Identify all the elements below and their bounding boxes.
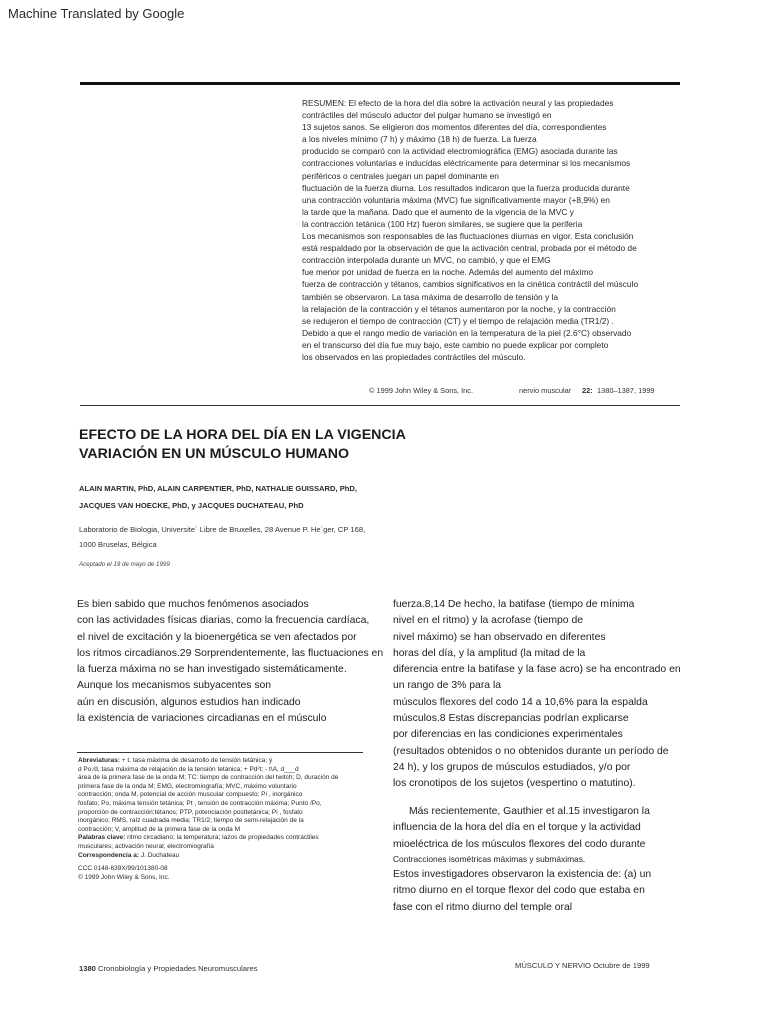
- text-line: músculos.8 Estas discrepancias podrían explicarse: [393, 713, 629, 725]
- text-line: músculos flexores del codo 14 a 10,6% para la espalda: [393, 696, 648, 708]
- author-line: JACQUES VAN HOECKE, PhD, y JACQUES DUCHATEAU, PhD: [79, 501, 304, 510]
- abstract-line: 13 sujetos sanos. Se eligieron dos momentos diferentes del día, correspondientes: [302, 122, 607, 133]
- page-footer-left: [79, 964, 258, 973]
- abstract-line: Debido a que el rango medio de variación en la temperatura de la piel (2.6°C) observado: [302, 327, 632, 338]
- abstract-line: fluctuación de la fuerza diurna. Los resultados indicaron que la fuerza producida durante: [302, 182, 630, 193]
- abstract-line: contracción interpolada durante un MVC, no cambió, y que el EMG: [302, 255, 551, 266]
- footnote-copyright: © 1999 John Wiley & Sons, Inc.: [78, 873, 170, 881]
- abbreviations-line: inorgánico; RMS, raíz cuadrada media; TR1/2, tiempo de semi-relajación de la: [78, 817, 304, 825]
- abstract-pages: 1380–1387, 1999: [597, 386, 655, 395]
- body-column-left: [77, 597, 384, 727]
- abstract-line: contracciones voluntarias e inducidas eléctricamente para determinar si los mecanismos: [302, 158, 631, 169]
- title-line: EFECTO DE LA HORA DEL DÍA EN LA VIGENCIA: [79, 427, 406, 443]
- abstract-volume: 22:: [582, 386, 593, 395]
- ccc-code: CCC 0148-639X/99/101380-08: [78, 865, 168, 873]
- text-line: fase con el ritmo diurno del temple oral: [393, 901, 573, 913]
- abbreviations-line: contracción; onda M, potencial de acción muscular compuesto; Pi , inorgánico: [78, 791, 303, 799]
- correspondence-line: [78, 852, 368, 861]
- text-line: ritmo diurno en el torque flexor del codo que estaba en: [393, 885, 645, 897]
- abstract-line: periféricos o centrales juegan un papel dominante en: [302, 170, 499, 181]
- body-column-right-paragraph-2: [393, 804, 693, 865]
- abbreviations-label: Abreviaturas:: [78, 757, 120, 764]
- abstract-line: la tarde que la mañana. Dado que el aumento de la vigencia de la MVC y: [302, 206, 574, 217]
- text-line: diferencia entre la batifase y la fase acro) se ha encontrado en: [393, 664, 681, 676]
- machine-translated-banner: Machine Translated by Google: [8, 6, 185, 21]
- text-line: la fuerza máxima no se han investigado sistemáticamente.: [77, 664, 347, 676]
- keywords-line: [78, 834, 368, 843]
- text-line: por diferencias en las condiciones experimentales: [393, 729, 623, 741]
- abbreviations-line: fosfato; Po, máxima tensión tetánica; Pt , tensión de contracción máxima; Punto /Po,: [78, 799, 322, 807]
- abstract-line: los observados en las propiedades contráctiles del músculo.: [302, 351, 526, 362]
- text-line: aún en discusión, algunos estudios han indicado: [77, 696, 301, 708]
- page-number: 1380: [79, 964, 96, 973]
- text-line: 24 h), y los grupos de músculos estudiados, y/o por: [393, 761, 631, 773]
- body-column-right-paragraph-1: [393, 597, 693, 793]
- abbreviations-line: d Po ⁄d, tasa máxima de relajación de la tensión tetánica; + Pd²t; - t\A, d___d: [78, 765, 299, 773]
- footnote-rule: [77, 752, 363, 753]
- text-line: horas del día, y la amplitud (la mitad de la: [393, 647, 586, 659]
- text-line: fuerza.8,14 De hecho, la batifase (tiempo de mínima: [393, 599, 635, 610]
- text-line: los ritmos circadianos.29 Sorprendentemente, las fluctuaciones en: [77, 647, 384, 659]
- abstract-line: una contracción voluntaria máxima (MVC) fue significativamente mayor (+8,9%) en: [302, 194, 610, 205]
- title-line: VARIACIÓN EN UN MÚSCULO HUMANO: [79, 446, 350, 462]
- abbreviations-line: proporción de contracción:tétanos; PTP, potenciación posttetánica; Pi , fosfato: [78, 808, 303, 816]
- correspondence-label: Correspondencia a:: [78, 851, 140, 859]
- text-line: la existencia de variaciones circadianas en el músculo: [77, 713, 327, 725]
- abstract-line: también se observaron. La tasa máxima de desarrollo de tensión y la: [302, 291, 559, 302]
- text-line: nivel en el ritmo) y la acrofase (tiempo de: [393, 615, 583, 627]
- keywords-text: ritmo circadiano; la temperatura; lazos de propiedades contráctiles: [125, 834, 319, 842]
- text-line: Es bien sabido que muchos fenómenos asociados: [77, 599, 309, 610]
- top-rule: [80, 82, 680, 85]
- body-column-right-paragraph-3: [393, 867, 693, 916]
- abstract-line: se redujeron el tiempo de contracción (CT) y el tiempo de relajación media (TR1/2) .: [302, 315, 614, 326]
- correspondence-name: J. Duchateau: [139, 851, 180, 859]
- abstract-line: fue menor por unidad de fuerza en la noche. Además del aumento del máximo: [302, 267, 593, 278]
- text-line: mioeléctrica de los músculos flexores del codo durante: [393, 838, 646, 850]
- keywords-line: musculares; activación neural; electromiografía: [78, 842, 214, 850]
- text-line: el nivel de excitación y la bioenergética se ven afectados por: [77, 631, 357, 643]
- abstract-line: la contracción tetánica (100 Hz) fueron similares, se sugiere que la periferia: [302, 218, 583, 229]
- running-title: Cronobiología y Propiedades Neuromusculares: [95, 964, 258, 973]
- abstract-line: en el transcurso del día fue muy bajo, este cambio no puede explicar por completo: [302, 339, 609, 350]
- text-line: Aunque los mecanismos subyacentes son: [77, 680, 272, 692]
- text-line: Más recientemente, Gauthier et al.15 investigaron la: [409, 806, 650, 817]
- abstract-line: producido se comparó con la actividad electromiográfica (EMG) asociada durante las: [302, 146, 618, 157]
- text-line: nivel máximo) se han observado en diferentes: [393, 631, 606, 643]
- text-line: Contracciones isométricas máximas y submáximas.: [393, 853, 586, 864]
- abstract: [302, 97, 687, 363]
- section-rule: [80, 405, 680, 406]
- author-line: ALAIN MARTIN, PhD, ALAIN CARPENTIER, PhD, NATHALIE GUISSARD, PhD,: [79, 484, 358, 493]
- affiliation: [79, 523, 365, 552]
- text-line: (resultados obtenidos o no obtenidos durante un período de: [393, 745, 669, 757]
- accepted-date: Aceptado el 19 de mayo de 1999: [79, 561, 170, 568]
- text-line: con las actividades físicas diarias, como la frecuencia cardíaca,: [77, 615, 370, 627]
- abstract-line: contráctiles del músculo aductor del pulgar humano se investigó en: [302, 110, 552, 121]
- abstract-line: a los niveles mínimo (7 h) y máximo (18 h) de fuerza. La fuerza: [302, 134, 537, 145]
- text-line: Estos investigadores observaron la existencia de: (a) un: [393, 869, 652, 880]
- abstract-line: la relajación de la contracción y el tétanos aumentaron por la noche, y la contracción: [302, 303, 616, 314]
- abstract-line: RESUMEN: El efecto de la hora del día sobre la activación neural y las propiedades: [302, 98, 614, 108]
- page-footer-right: MÚSCULO Y NERVIO Octubre de 1999: [515, 961, 650, 970]
- abstract-copyright: © 1999 John Wiley & Sons, Inc.: [369, 386, 474, 395]
- text-line: influencia de la hora del día en el torque y la actividad: [393, 822, 641, 834]
- affiliation-line: 1000 Bruselas, Bélgica: [79, 539, 157, 549]
- abbreviations-line: primera fase de la onda M; EMG, electromiografía; MVC, máximo voluntario: [78, 782, 297, 790]
- abstract-line: fuerza de contracción y tétanos, cambios significativos en la cinética contráctil del músculo: [302, 279, 639, 290]
- footnotes: [78, 757, 368, 882]
- abstract-line: está respaldado por la observación de que la activación central, probada por el método de: [302, 243, 637, 254]
- text-line: los cronotipos de los sujetos (vespertino o matutino).: [393, 778, 636, 790]
- author-list: [79, 480, 357, 514]
- abstract-journal: nervio muscular: [519, 386, 572, 395]
- text-line: un rango de 3% para la: [393, 680, 502, 692]
- affiliation-line: Laboratorio de Biologia, Universite´ Libre de Bruxelles, 28 Avenue P. He´ger, CP 168,: [79, 525, 366, 534]
- keywords-label: Palabras clave:: [78, 834, 126, 842]
- abstract-line: Los mecanismos son responsables de las fluctuaciones diurnas en vigor. Esta conclusión: [302, 231, 634, 242]
- article-title: [79, 426, 499, 464]
- abbreviations-line: área de la primera fase de la onda M; TC: tiempo de contracción del twitch; D, duración de: [78, 774, 339, 782]
- abbreviations-line: contracción; V, amplitud de la primera fase de la onda M: [78, 825, 240, 833]
- abbreviations-text: + t. tasa máxima de desarrollo de tensión tetánica; ẏ: [119, 757, 273, 764]
- abbreviations-line: [78, 757, 368, 766]
